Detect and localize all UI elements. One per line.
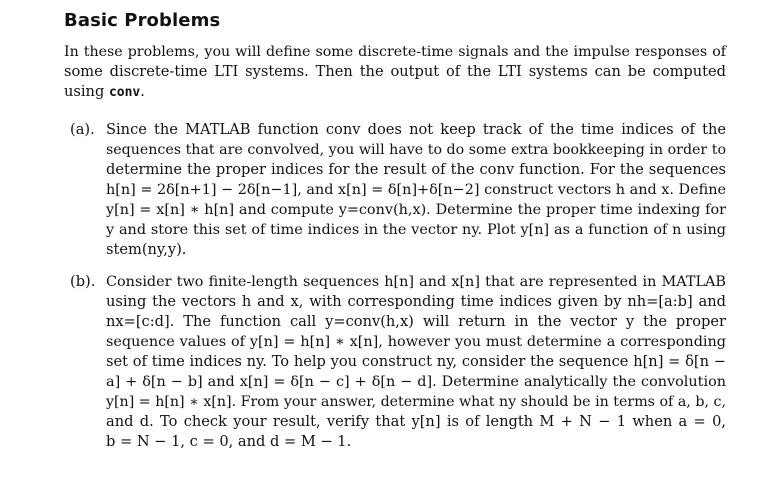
problem-a-line: y[n] = x[n] ∗ h[n] and compute y=conv(h,x). Determine the proper time indexing for — [106, 202, 726, 218]
problem-b-body — [106, 272, 726, 452]
problem-a-line: sequences that are convolved, you will have to do some extra bookkeeping in order to — [106, 142, 726, 158]
intro-paragraph — [64, 42, 726, 103]
intro-line-1: In these problems, you will define some discrete-time signals and the impulse responses of — [64, 44, 726, 60]
problem-a-line: h[n] = 2δ[n+1] − 2δ[n−1], and x[n] = δ[n]+δ[n−2] construct vectors h and x. Define — [106, 182, 726, 198]
problem-b-line: and d. To check your result, verify that y[n] is of length M + N − 1 when a = 0, — [106, 413, 726, 430]
problem-b-line: using the vectors h and x, with corresponding time indices given by nh=[a:b] and — [106, 293, 726, 310]
problem-b-line: Consider two finite-length sequences h[n] and x[n] that are represented in MATLAB — [106, 274, 726, 290]
problem-b-line: a] + δ[n − b] and x[n] = δ[n − c] + δ[n − d]. Determine analytically the convolution — [106, 374, 726, 390]
problem-b — [64, 272, 726, 452]
problem-b-line: sequence values of y[n] = h[n] ∗ x[n], however you must determine a corresponding — [106, 334, 726, 350]
problem-a-label: (a). — [70, 121, 95, 138]
section-heading: Basic Problems — [64, 10, 221, 31]
intro-line-3-text: using — [64, 83, 109, 100]
problem-a-line: determine the proper indices for the result of the conv function. For the sequences — [106, 161, 726, 178]
problem-b-line: b = N − 1, c = 0, and d = M − 1. — [106, 433, 352, 450]
problem-a — [64, 120, 726, 260]
problem-b-label: (b). — [70, 273, 96, 290]
intro-code-conv: conv — [108, 85, 141, 100]
problem-b-line: nx=[c:d]. The function call y=conv(h,x) will return in the vector y the proper — [106, 313, 726, 330]
intro-line-3-end: . — [140, 83, 145, 100]
problem-b-line: set of time indices ny. To help you construct ny, consider the sequence h[n] = δ[n − — [106, 353, 726, 370]
problem-a-line: Since the MATLAB function conv does not keep track of the time indices of the — [106, 121, 726, 138]
intro-line-2: some discrete-time LTI systems. Then the output of the LTI systems can be computed — [64, 63, 726, 80]
intro-line-3 — [64, 82, 726, 103]
problem-a-body — [106, 120, 726, 260]
problem-a-line: y and store this set of time indices in the vector ny. Plot y[n] as a function of n using — [106, 222, 726, 238]
problem-b-line: y[n] = h[n] ∗ x[n]. From your answer, determine what ny should be in terms of a, b, c, — [106, 394, 726, 410]
problem-a-line: stem(ny,y). — [106, 241, 187, 258]
